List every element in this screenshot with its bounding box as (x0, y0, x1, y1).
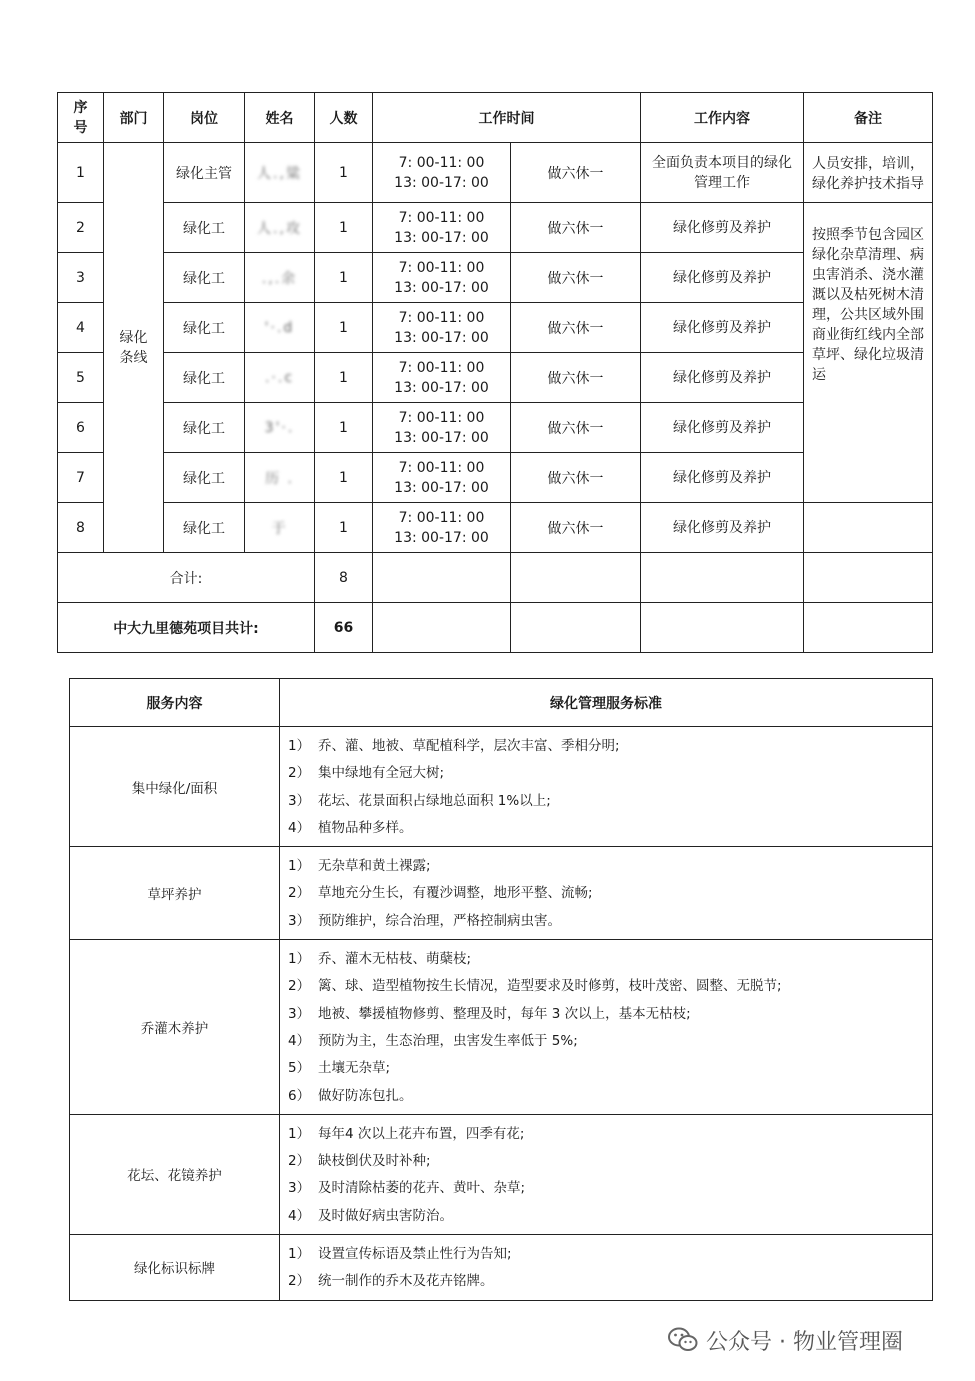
time-morning: 7: 00-11: 00 (398, 154, 485, 171)
row-time (373, 143, 511, 203)
service-standards (280, 727, 933, 847)
time-morning: 7: 00-11: 00 (398, 509, 485, 526)
standard-item (288, 853, 926, 880)
row-content: 绿化修剪及养护 (641, 353, 804, 403)
subtotal-value: 8 (315, 553, 373, 603)
total-label: 中大九里德苑项目共计: (58, 603, 315, 653)
row-time (373, 253, 511, 303)
blurred-name: 于 (271, 520, 288, 537)
item-number: 2） (288, 978, 311, 995)
blurred-name: 历 . (265, 470, 294, 487)
row-count: 1 (315, 353, 373, 403)
standard-item (288, 1268, 926, 1295)
item-text: 草地充分生长，有覆沙调整，地形平整、流畅; (318, 885, 593, 902)
staff-row (58, 453, 933, 503)
item-number: 3） (288, 792, 311, 809)
staff-row (58, 303, 933, 353)
row-no: 8 (58, 503, 104, 553)
row-time (373, 353, 511, 403)
item-text: 无杂草和黄土裸露; (318, 858, 431, 875)
time-morning: 7: 00-11: 00 (398, 259, 485, 276)
time-afternoon: 13: 00-17: 00 (394, 229, 489, 246)
row-no: 5 (58, 353, 104, 403)
item-number: 1） (288, 1125, 311, 1142)
staff-row (58, 503, 933, 553)
row-name (245, 503, 315, 553)
row-schedule: 做六休一 (511, 143, 641, 203)
row-name (245, 453, 315, 503)
row-content: 绿化修剪及养护 (641, 403, 804, 453)
row-count: 1 (315, 453, 373, 503)
time-morning: 7: 00-11: 00 (398, 459, 485, 476)
note-supervisor: 人员安排，培训，绿化养护技术指导 (804, 143, 933, 203)
blurred-name: '·.d (264, 319, 295, 336)
standard-item (288, 1241, 926, 1268)
service-standards (280, 847, 933, 940)
time-afternoon: 13: 00-17: 00 (394, 174, 489, 191)
time-afternoon: 13: 00-17: 00 (394, 329, 489, 346)
row-no: 3 (58, 253, 104, 303)
item-text: 乔、灌、地被、草配植科学，层次丰富、季相分明; (318, 738, 620, 754)
standard-item (288, 1028, 926, 1055)
item-number: 2） (288, 765, 311, 782)
row-count: 1 (315, 143, 373, 203)
row-no: 1 (58, 143, 104, 203)
row-name (245, 203, 315, 253)
row-post: 绿化工 (164, 503, 245, 553)
row-schedule: 做六休一 (511, 453, 641, 503)
blurred-name: 人.,粱 (257, 165, 302, 182)
item-text: 及时做好病虫害防治。 (318, 1207, 453, 1224)
standard-section (70, 727, 933, 847)
staff-row (58, 143, 933, 203)
row-count: 1 (315, 503, 373, 553)
staff-row (58, 403, 933, 453)
wechat-icon (668, 1327, 698, 1353)
service-name: 乔灌木养护 (70, 940, 280, 1115)
header-service-standard: 绿化管理服务标准 (280, 679, 933, 727)
row-schedule: 做六休一 (511, 203, 641, 253)
row-no: 2 (58, 203, 104, 253)
item-text: 花坛、花景面积占绿地总面积 1%以上; (318, 792, 551, 809)
item-text: 每年4 次以上花卉布置，四季有花; (318, 1125, 525, 1142)
standard-item (288, 1001, 926, 1028)
note-workers: 按照季节包含园区绿化杂草清理、病虫害消杀、浇水灌溉以及枯死树木清理，公共区域外围商业街红线内全部草坪、绿化垃圾清运 (804, 203, 933, 503)
item-number: 2） (288, 1273, 311, 1290)
service-standards (280, 1114, 933, 1234)
blurred-name: .·.c (264, 369, 295, 386)
standard-section (70, 940, 933, 1115)
row-no: 7 (58, 453, 104, 503)
standard-section (70, 847, 933, 940)
item-number: 2） (288, 885, 311, 902)
row-time (373, 403, 511, 453)
standard-item (288, 1175, 926, 1202)
blurred-name: .,.余 (261, 270, 298, 287)
row-count: 1 (315, 403, 373, 453)
standard-item (288, 1203, 926, 1230)
total-row (58, 603, 933, 653)
standard-item (288, 880, 926, 907)
watermark-text: 公众号 · 物业管理圈 (706, 1329, 903, 1355)
staff-row (58, 253, 933, 303)
row-schedule: 做六休一 (511, 253, 641, 303)
row-name (245, 253, 315, 303)
time-morning: 7: 00-11: 00 (398, 359, 485, 376)
row-content: 绿化修剪及养护 (641, 503, 804, 553)
item-text: 土壤无杂草; (318, 1060, 391, 1077)
header-no: 序 号 (58, 93, 104, 143)
department-cell: 绿化 条线 (104, 143, 164, 553)
row-count: 1 (315, 303, 373, 353)
staff-row (58, 353, 933, 403)
standards-table (69, 678, 933, 1301)
note-empty (804, 503, 933, 553)
row-schedule: 做六休一 (511, 503, 641, 553)
row-schedule: 做六休一 (511, 353, 641, 403)
time-afternoon: 13: 00-17: 00 (394, 379, 489, 396)
item-text: 缺枝倒伏及时补种; (318, 1153, 431, 1170)
item-text: 篱、球、造型植物按生长情况，造型要求及时修剪，枝叶茂密、圆整、无脱节; (318, 978, 782, 995)
standard-item (288, 733, 926, 760)
item-number: 4） (288, 1032, 311, 1049)
standard-item (288, 815, 926, 842)
service-name: 集中绿化/面积 (70, 727, 280, 847)
row-post: 绿化工 (164, 403, 245, 453)
time-afternoon: 13: 00-17: 00 (394, 429, 489, 446)
standard-item (288, 946, 926, 973)
time-morning: 7: 00-11: 00 (398, 309, 485, 326)
row-post: 绿化工 (164, 453, 245, 503)
row-time (373, 453, 511, 503)
item-number: 1） (288, 951, 311, 968)
header-note: 备注 (804, 93, 933, 143)
row-post: 绿化工 (164, 253, 245, 303)
subtotal-label: 合计: (58, 553, 315, 603)
subtotal-row (58, 553, 933, 603)
standard-item (288, 1121, 926, 1148)
row-post: 绿化工 (164, 303, 245, 353)
row-name (245, 143, 315, 203)
item-number: 3） (288, 1005, 311, 1022)
item-text: 统一制作的乔木及花卉铭牌。 (318, 1273, 494, 1290)
total-value: 66 (315, 603, 373, 653)
service-name: 绿化标识标牌 (70, 1235, 280, 1301)
header-service-content: 服务内容 (70, 679, 280, 727)
row-content: 绿化修剪及养护 (641, 203, 804, 253)
time-morning: 7: 00-11: 00 (398, 409, 485, 426)
time-afternoon: 13: 00-17: 00 (394, 529, 489, 546)
row-schedule: 做六休一 (511, 303, 641, 353)
item-text: 集中绿地有全冠大树; (318, 765, 445, 782)
item-number: 1） (288, 858, 311, 875)
item-text: 设置宣传标语及禁止性行为告知; (318, 1246, 512, 1263)
row-post: 绿化工 (164, 203, 245, 253)
row-time (373, 203, 511, 253)
service-standards (280, 1235, 933, 1301)
service-name: 花坛、花镜养护 (70, 1114, 280, 1234)
standard-item (288, 788, 926, 815)
row-name (245, 303, 315, 353)
row-schedule: 做六休一 (511, 403, 641, 453)
row-count: 1 (315, 253, 373, 303)
item-number: 1） (288, 1246, 311, 1263)
blurred-name: 人.,攻 (257, 220, 302, 237)
header-work-time: 工作时间 (373, 93, 641, 143)
standard-section (70, 1114, 933, 1234)
item-number: 6） (288, 1087, 311, 1104)
standard-item (288, 908, 926, 935)
item-number: 3） (288, 1180, 311, 1197)
standard-item (288, 760, 926, 787)
standard-item (288, 1055, 926, 1082)
row-content: 绿化修剪及养护 (641, 303, 804, 353)
item-number: 5） (288, 1060, 311, 1077)
service-standards (280, 940, 933, 1115)
row-name (245, 353, 315, 403)
row-time (373, 503, 511, 553)
row-content: 全面负责本项目的绿化管理工作 (641, 143, 804, 203)
header-count: 人数 (315, 93, 373, 143)
header-post: 岗位 (164, 93, 245, 143)
time-afternoon: 13: 00-17: 00 (394, 479, 489, 496)
standard-item (288, 1083, 926, 1110)
item-number: 1） (288, 738, 311, 754)
header-department: 部门 (104, 93, 164, 143)
row-post: 绿化主管 (164, 143, 245, 203)
item-text: 植物品种多样。 (318, 819, 413, 836)
blurred-name: 3'·. (264, 419, 295, 436)
staff-table (57, 92, 933, 653)
item-number: 4） (288, 1207, 311, 1224)
item-number: 2） (288, 1153, 311, 1170)
item-text: 预防维护，综合治理，严格控制病虫害。 (318, 912, 561, 929)
time-morning: 7: 00-11: 00 (398, 209, 485, 226)
row-content: 绿化修剪及养护 (641, 253, 804, 303)
item-text: 地被、攀援植物修剪、整理及时，每年 3 次以上，基本无枯枝; (318, 1005, 691, 1022)
watermark (668, 1322, 903, 1358)
row-no: 4 (58, 303, 104, 353)
item-text: 乔、灌木无枯枝、萌蘖枝; (318, 951, 472, 968)
item-number: 4） (288, 819, 311, 836)
standard-section (70, 1235, 933, 1301)
standard-item (288, 1148, 926, 1175)
row-post: 绿化工 (164, 353, 245, 403)
row-no: 6 (58, 403, 104, 453)
row-count: 1 (315, 203, 373, 253)
service-name: 草坪养护 (70, 847, 280, 940)
header-work-content: 工作内容 (641, 93, 804, 143)
time-afternoon: 13: 00-17: 00 (394, 279, 489, 296)
item-text: 预防为主，生态治理，虫害发生率低于 5%; (318, 1032, 578, 1049)
standard-item (288, 973, 926, 1000)
header-name: 姓名 (245, 93, 315, 143)
row-content: 绿化修剪及养护 (641, 453, 804, 503)
item-text: 做好防冻包扎。 (318, 1087, 413, 1104)
row-time (373, 303, 511, 353)
staff-row (58, 203, 933, 253)
item-text: 及时清除枯萎的花卉、黄叶、杂草; (318, 1180, 526, 1197)
item-number: 3） (288, 912, 311, 929)
row-name (245, 403, 315, 453)
